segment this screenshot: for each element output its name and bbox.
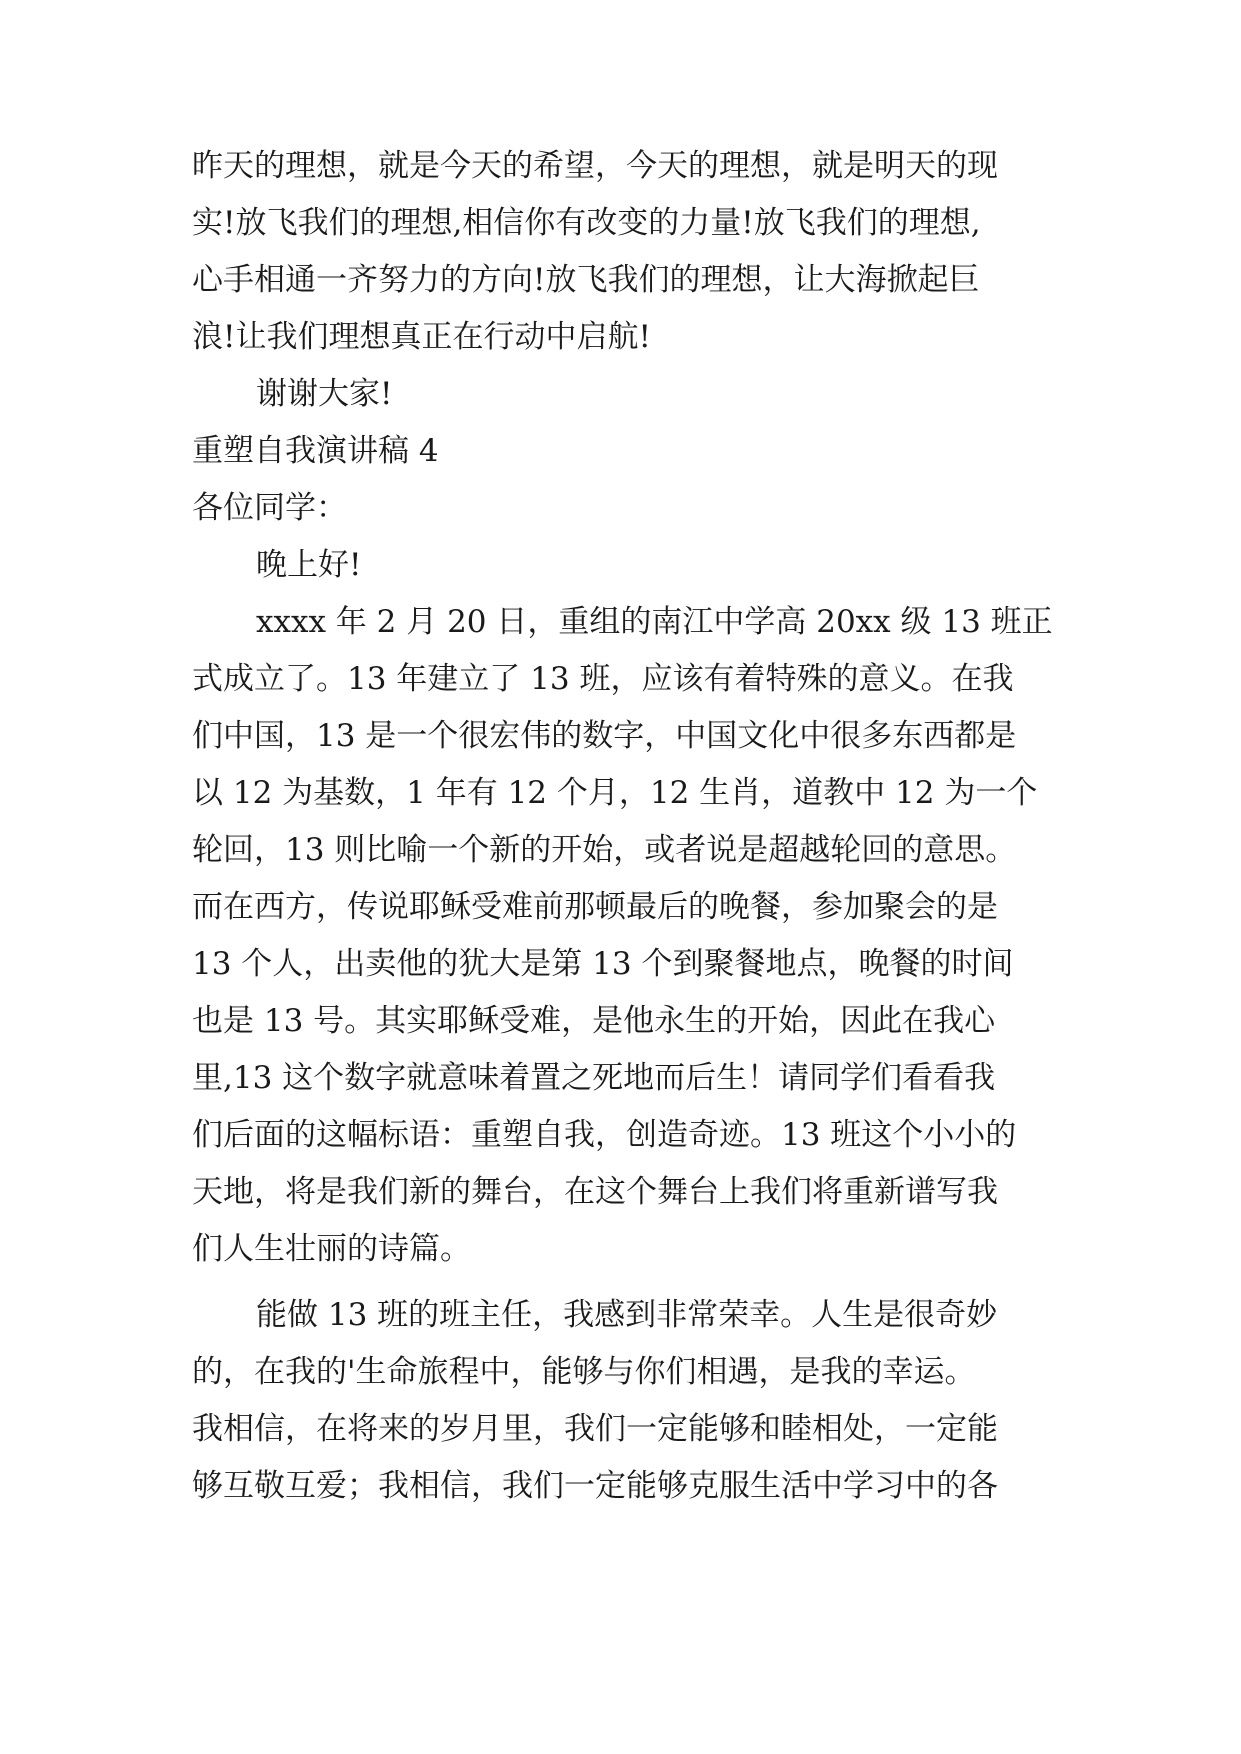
text-line: 轮回，13 则比喻一个新的开始，或者说是超越轮回的意思。 [192,832,1017,868]
text-line: 心手相通一齐努力的方向!放飞我们的理想，让大海掀起巨 [192,262,980,298]
text-line: 们中国，13 是一个很宏伟的数字，中国文化中很多东西都是 [192,718,1017,754]
text-line: xxxx 年 2 月 20 日，重组的南江中学高 20xx 级 13 班正 [256,604,1053,640]
text-line: 而在西方，传说耶稣受难前那顿最后的晚餐，参加聚会的是 [192,889,998,925]
greeting: 晚上好! [256,547,362,583]
text-line: 式成立了。13 年建立了 13 班，应该有着特殊的意义。在我 [192,661,1014,697]
text-line: 能做 13 班的班主任，我感到非常荣幸。人生是很奇妙 [256,1297,998,1333]
text-line: 我相信，在将来的岁月里，我们一定能够和睦相处，一定能 [192,1411,998,1447]
text-line: 天地，将是我们新的舞台，在这个舞台上我们将重新谱写我 [192,1174,998,1210]
text-line: 的，在我的'生命旅程中，能够与你们相遇，是我的幸运。 [192,1354,976,1390]
text-line: 也是 13 号。其实耶稣受难，是他永生的开始，因此在我心 [192,1003,996,1039]
text-line: 们人生壮丽的诗篇。 [192,1231,471,1267]
closing-line: 谢谢大家! [256,376,393,412]
text-line: 13 个人，出卖他的犹大是第 13 个到聚餐地点，晚餐的时间 [192,946,1014,982]
text-line: 以 12 为基数，1 年有 12 个月，12 生肖，道教中 12 为一个 [192,775,1038,811]
section-title: 重塑自我演讲稿 4 [192,433,439,469]
text-line: 实!放飞我们的理想,相信你有改变的力量!放飞我们的理想, [192,205,981,241]
text-line: 里,13 这个数字就意味着置之死地而后生！请同学们看看我 [192,1060,996,1096]
text-line: 浪!让我们理想真正在行动中启航! [192,319,651,355]
text-line: 们后面的这幅标语：重塑自我，创造奇迹。13 班这个小小的 [192,1117,1017,1153]
text-line: 够互敬互爱；我相信，我们一定能够克服生活中学习中的各 [192,1468,998,1504]
salutation: 各位同学： [192,490,347,526]
text-line: 昨天的理想，就是今天的希望，今天的理想，就是明天的现 [192,148,998,184]
